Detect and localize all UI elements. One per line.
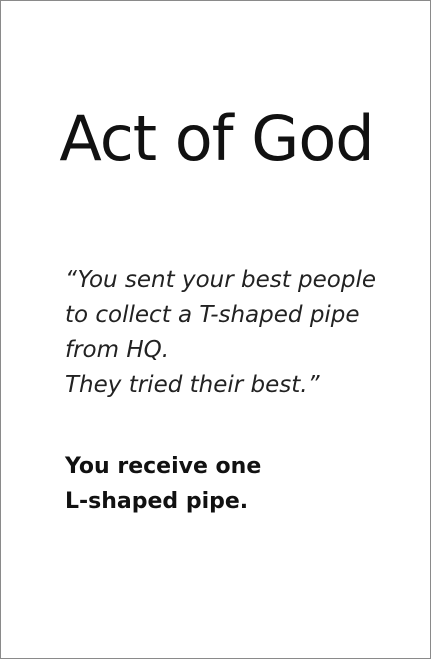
card-title: Act of God xyxy=(59,102,374,175)
flavor-line: “You sent your best people xyxy=(65,267,377,293)
card-effect-text xyxy=(65,449,405,519)
card-flavor-text xyxy=(65,263,425,403)
effect-line: L-shaped pipe. xyxy=(65,489,249,514)
effect-line: You receive one xyxy=(65,454,262,479)
flavor-line: from HQ. xyxy=(65,337,170,363)
flavor-line: They tried their best.” xyxy=(65,372,320,398)
flavor-line: to collect a T-shaped pipe xyxy=(65,302,360,328)
